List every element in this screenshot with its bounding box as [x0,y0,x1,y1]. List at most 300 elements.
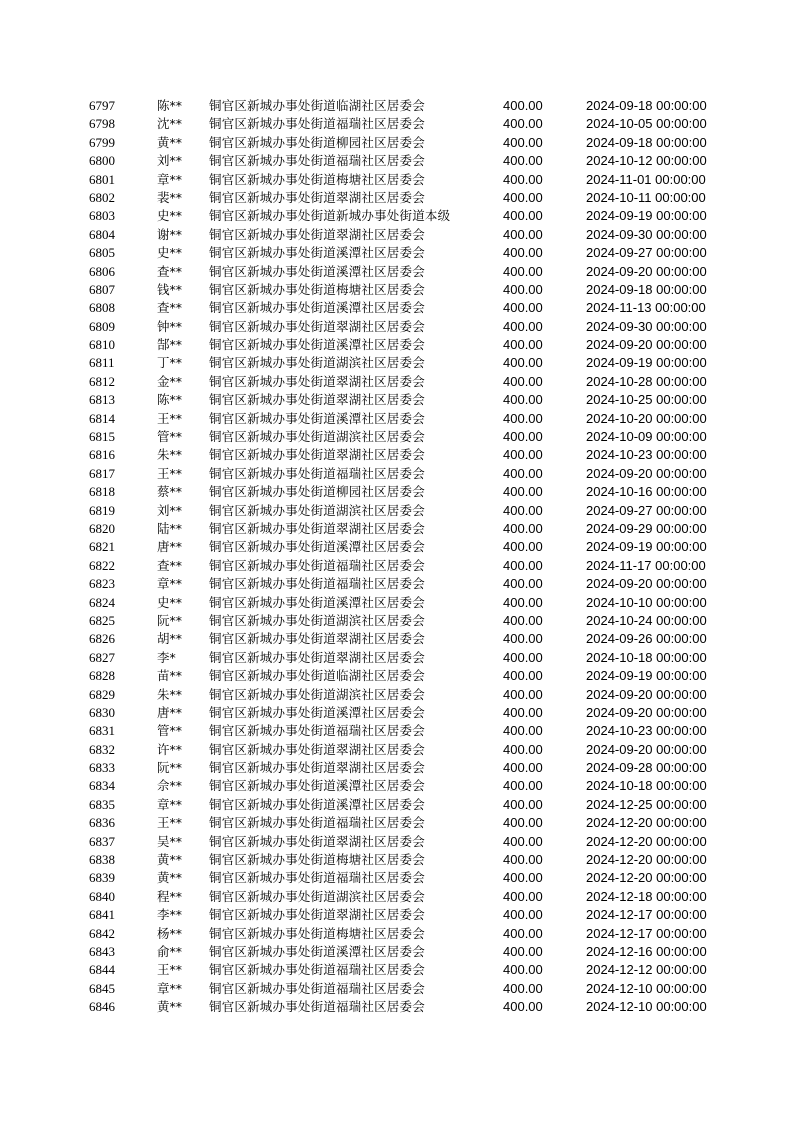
amount: 400.00 [503,318,543,334]
community-committee: 铜官区新城办事处街道福瑞社区居委会 [209,116,425,132]
table-row [0,134,793,152]
record-id: 6822 [89,557,115,573]
table-row [0,888,793,906]
table-row [0,814,793,832]
recipient-name: 金** [157,373,183,389]
recipient-name: 唐** [157,539,183,555]
amount: 400.00 [503,999,543,1015]
recipient-name: 钱** [157,281,183,297]
table-row [0,97,793,115]
recipient-name: 胡** [157,631,183,647]
amount: 400.00 [503,263,543,279]
recipient-name: 裴** [157,189,183,205]
recipient-name: 黄** [157,852,183,868]
amount: 400.00 [503,870,543,886]
amount: 400.00 [503,833,543,849]
payment-date: 2024-10-25 00:00:00 [586,392,707,408]
payment-date: 2024-09-20 00:00:00 [586,263,707,279]
amount: 400.00 [503,410,543,426]
amount: 400.00 [503,208,543,224]
community-committee: 铜官区新城办事处街道湖滨社区居委会 [209,502,425,518]
payment-date: 2024-10-11 00:00:00 [586,189,706,205]
community-committee: 铜官区新城办事处街道福瑞社区居委会 [209,980,425,996]
table-row [0,980,793,998]
amount: 400.00 [503,962,543,978]
amount: 400.00 [503,429,543,445]
payment-date: 2024-09-20 00:00:00 [586,741,707,757]
record-id: 6802 [89,189,115,205]
payment-date: 2024-10-20 00:00:00 [586,410,707,426]
table-row [0,171,793,189]
recipient-name: 蔡** [157,484,183,500]
payment-date: 2024-09-20 00:00:00 [586,465,707,481]
record-id: 6844 [89,962,115,978]
table-row [0,759,793,777]
recipient-name: 陈** [157,392,183,408]
recipient-name: 黄** [157,134,183,150]
record-id: 6826 [89,631,115,647]
payment-date: 2024-12-12 00:00:00 [586,962,707,978]
amount: 400.00 [503,226,543,242]
amount: 400.00 [503,925,543,941]
record-id: 6804 [89,226,115,242]
table-row [0,686,793,704]
record-id: 6819 [89,502,115,518]
recipient-name: 查** [157,263,183,279]
table-row [0,649,793,667]
payment-date: 2024-09-18 00:00:00 [586,281,707,297]
recipient-name: 钟** [157,318,183,334]
payment-date: 2024-09-18 00:00:00 [586,98,707,113]
amount: 400.00 [503,796,543,812]
payment-date: 2024-11-13 00:00:00 [586,300,706,316]
amount: 400.00 [503,153,543,169]
record-id: 6837 [89,833,115,849]
record-id: 6803 [89,208,115,224]
record-id: 6800 [89,153,115,169]
amount: 400.00 [503,484,543,500]
record-id: 6811 [89,355,115,371]
community-committee: 铜官区新城办事处街道梅塘社区居委会 [209,852,425,868]
record-id: 6835 [89,796,115,812]
recipient-name: 王** [157,815,183,831]
table-row [0,906,793,924]
record-id: 6840 [89,888,115,904]
recipient-name: 唐** [157,704,183,720]
table-row [0,741,793,759]
payment-date: 2024-10-09 00:00:00 [586,429,707,445]
payment-date: 2024-12-25 00:00:00 [586,796,707,812]
payment-date: 2024-10-28 00:00:00 [586,373,707,389]
record-id: 6825 [89,612,115,628]
record-id: 6824 [89,594,115,610]
table-row [0,189,793,207]
amount: 400.00 [503,888,543,904]
community-committee: 铜官区新城办事处街道翠湖社区居委会 [209,520,425,536]
community-committee: 铜官区新城办事处街道湖滨社区居委会 [209,612,425,628]
amount: 400.00 [503,741,543,757]
recipient-name: 黄** [157,870,183,886]
recipient-name: 管** [157,723,183,739]
amount: 400.00 [503,760,543,776]
community-committee: 铜官区新城办事处街道柳园社区居委会 [209,484,425,500]
table-row [0,557,793,575]
record-id: 6832 [89,741,115,757]
community-committee: 铜官区新城办事处街道湖滨社区居委会 [209,686,425,702]
community-committee: 铜官区新城办事处街道福瑞社区居委会 [209,576,425,592]
amount: 400.00 [503,520,543,536]
community-committee: 铜官区新城办事处街道翠湖社区居委会 [209,226,425,242]
record-id: 6806 [89,263,115,279]
record-id: 6827 [89,649,115,665]
amount: 400.00 [503,943,543,959]
table-row [0,428,793,446]
recipient-name: 陈** [157,98,183,113]
payment-date: 2024-12-16 00:00:00 [586,943,707,959]
community-committee: 铜官区新城办事处街道翠湖社区居委会 [209,447,425,463]
recipient-name: 丁** [157,355,183,371]
payment-date: 2024-10-23 00:00:00 [586,447,707,463]
recipient-name: 沈** [157,116,183,132]
payment-date: 2024-12-18 00:00:00 [586,888,707,904]
recipient-name: 陆** [157,520,183,536]
amount: 400.00 [503,134,543,150]
community-committee: 铜官区新城办事处街道溪潭社区居委会 [209,943,425,959]
recipient-name: 刘** [157,502,183,518]
recipient-name: 刘** [157,153,183,169]
recipient-name: 杨** [157,925,183,941]
community-committee: 铜官区新城办事处街道翠湖社区居委会 [209,741,425,757]
recipient-name: 章** [157,576,183,592]
payment-date: 2024-12-10 00:00:00 [586,980,707,996]
record-id: 6797 [89,98,115,113]
recipient-name: 王** [157,962,183,978]
payment-date: 2024-12-17 00:00:00 [586,925,707,941]
amount: 400.00 [503,649,543,665]
table-row [0,869,793,887]
community-committee: 铜官区新城办事处街道翠湖社区居委会 [209,373,425,389]
amount: 400.00 [503,668,543,684]
record-id: 6809 [89,318,115,334]
amount: 400.00 [503,723,543,739]
payment-date: 2024-10-18 00:00:00 [586,778,707,794]
record-id: 6817 [89,465,115,481]
table-row [0,244,793,262]
community-committee: 铜官区新城办事处街道翠湖社区居委会 [209,833,425,849]
payment-date: 2024-09-19 00:00:00 [586,208,707,224]
community-committee: 铜官区新城办事处街道翠湖社区居委会 [209,907,425,923]
table-row [0,925,793,943]
recipient-name: 史** [157,245,183,261]
amount: 400.00 [503,245,543,261]
record-id: 6813 [89,392,115,408]
table-row [0,575,793,593]
community-committee: 铜官区新城办事处街道溪潭社区居委会 [209,245,425,261]
record-id: 6801 [89,171,115,187]
table-row [0,667,793,685]
recipient-name: 管** [157,429,183,445]
table-row [0,465,793,483]
table-row [0,299,793,317]
record-id: 6823 [89,576,115,592]
payment-date: 2024-10-05 00:00:00 [586,116,707,132]
table-row [0,612,793,630]
amount: 400.00 [503,576,543,592]
table-row [0,483,793,501]
community-committee: 铜官区新城办事处街道梅塘社区居委会 [209,925,425,941]
recipient-name: 王** [157,465,183,481]
amount: 400.00 [503,594,543,610]
community-committee: 铜官区新城办事处街道溪潭社区居委会 [209,594,425,610]
payment-date: 2024-10-10 00:00:00 [586,594,707,610]
amount: 400.00 [503,852,543,868]
table-row [0,998,793,1016]
community-committee: 铜官区新城办事处街道福瑞社区居委会 [209,153,425,169]
recipient-name: 章** [157,796,183,812]
payment-date: 2024-10-24 00:00:00 [586,612,707,628]
table-row [0,226,793,244]
community-committee: 铜官区新城办事处街道翠湖社区居委会 [209,649,425,665]
community-committee: 铜官区新城办事处街道翠湖社区居委会 [209,760,425,776]
community-committee: 铜官区新城办事处街道福瑞社区居委会 [209,999,425,1015]
community-committee: 铜官区新城办事处街道溪潭社区居委会 [209,704,425,720]
recipient-name: 谢** [157,226,183,242]
payment-date: 2024-09-19 00:00:00 [586,355,707,371]
amount: 400.00 [503,189,543,205]
record-id: 6814 [89,410,115,426]
payment-date: 2024-09-26 00:00:00 [586,631,707,647]
recipient-name: 王** [157,410,183,426]
record-id: 6846 [89,999,115,1015]
record-id: 6831 [89,723,115,739]
table-row [0,336,793,354]
community-committee: 铜官区新城办事处街道溪潭社区居委会 [209,410,425,426]
amount: 400.00 [503,98,543,113]
record-id: 6833 [89,760,115,776]
table-row [0,777,793,795]
payment-date: 2024-09-29 00:00:00 [586,520,707,536]
amount: 400.00 [503,355,543,371]
amount: 400.00 [503,612,543,628]
payment-date: 2024-10-18 00:00:00 [586,649,707,665]
recipient-name: 阮** [157,612,183,628]
amount: 400.00 [503,392,543,408]
payment-date: 2024-10-12 00:00:00 [586,153,707,169]
community-committee: 铜官区新城办事处街道湖滨社区居委会 [209,888,425,904]
payment-date: 2024-10-23 00:00:00 [586,723,707,739]
recipient-name: 史** [157,208,183,224]
community-committee: 铜官区新城办事处街道湖滨社区居委会 [209,355,425,371]
table-row [0,152,793,170]
record-id: 6821 [89,539,115,555]
table-row [0,318,793,336]
record-id: 6799 [89,134,115,150]
recipient-name: 许** [157,741,183,757]
community-committee: 铜官区新城办事处街道溪潭社区居委会 [209,337,425,353]
record-id: 6818 [89,484,115,500]
payment-date: 2024-09-20 00:00:00 [586,704,707,720]
amount: 400.00 [503,300,543,316]
payment-date: 2024-11-17 00:00:00 [586,557,706,573]
table-row [0,410,793,428]
record-id: 6816 [89,447,115,463]
amount: 400.00 [503,281,543,297]
payment-date: 2024-12-20 00:00:00 [586,833,707,849]
community-committee: 铜官区新城办事处街道临湖社区居委会 [209,668,425,684]
recipient-name: 章** [157,171,183,187]
payment-date: 2024-12-10 00:00:00 [586,999,707,1015]
payment-date: 2024-09-28 00:00:00 [586,760,707,776]
community-committee: 铜官区新城办事处街道梅塘社区居委会 [209,281,425,297]
amount: 400.00 [503,373,543,389]
community-committee: 铜官区新城办事处街道新城办事处街道本级 [209,208,451,224]
payment-date: 2024-09-19 00:00:00 [586,539,707,555]
record-id: 6829 [89,686,115,702]
recipient-name: 苗** [157,668,183,684]
table-row [0,961,793,979]
record-id: 6808 [89,300,115,316]
amount: 400.00 [503,465,543,481]
recipient-name: 程** [157,888,183,904]
community-committee: 铜官区新城办事处街道溪潭社区居委会 [209,300,425,316]
record-id: 6815 [89,429,115,445]
amount: 400.00 [503,447,543,463]
recipient-name: 朱** [157,686,183,702]
community-committee: 铜官区新城办事处街道梅塘社区居委会 [209,171,425,187]
amount: 400.00 [503,704,543,720]
table-row [0,354,793,372]
table-row [0,502,793,520]
table-row [0,722,793,740]
table-row [0,833,793,851]
recipient-name: 李** [157,907,183,923]
payment-date: 2024-09-19 00:00:00 [586,668,707,684]
payment-date: 2024-09-27 00:00:00 [586,245,707,261]
recipient-name: 查** [157,557,183,573]
record-id: 6836 [89,815,115,831]
table-row [0,446,793,464]
payment-date: 2024-09-30 00:00:00 [586,226,707,242]
recipient-name: 朱** [157,447,183,463]
record-id: 6810 [89,337,115,353]
record-id: 6805 [89,245,115,261]
recipient-name: 查** [157,300,183,316]
recipient-name: 俞** [157,943,183,959]
community-committee: 铜官区新城办事处街道溪潭社区居委会 [209,778,425,794]
community-committee: 铜官区新城办事处街道福瑞社区居委会 [209,723,425,739]
community-committee: 铜官区新城办事处街道翠湖社区居委会 [209,189,425,205]
payment-date: 2024-09-20 00:00:00 [586,686,707,702]
community-committee: 铜官区新城办事处街道福瑞社区居委会 [209,870,425,886]
table-row [0,263,793,281]
table-row [0,594,793,612]
table-row [0,373,793,391]
table-row [0,538,793,556]
table-row [0,520,793,538]
amount: 400.00 [503,980,543,996]
amount: 400.00 [503,686,543,702]
recipient-name: 史** [157,594,183,610]
amount: 400.00 [503,539,543,555]
community-committee: 铜官区新城办事处街道福瑞社区居委会 [209,815,425,831]
payment-date: 2024-12-17 00:00:00 [586,907,707,923]
record-id: 6843 [89,943,115,959]
amount: 400.00 [503,557,543,573]
table-row [0,851,793,869]
table-row [0,796,793,814]
record-id: 6842 [89,925,115,941]
amount: 400.00 [503,907,543,923]
payment-date: 2024-12-20 00:00:00 [586,870,707,886]
table-row [0,391,793,409]
payment-date: 2024-09-20 00:00:00 [586,576,707,592]
recipient-name: 李* [157,649,176,665]
recipient-name: 阮** [157,760,183,776]
payment-date: 2024-12-20 00:00:00 [586,852,707,868]
recipient-name: 佘** [157,778,183,794]
table-row [0,943,793,961]
record-id: 6839 [89,870,115,886]
amount: 400.00 [503,778,543,794]
payment-date: 2024-09-18 00:00:00 [586,134,707,150]
record-id: 6830 [89,704,115,720]
payment-date: 2024-09-30 00:00:00 [586,318,707,334]
recipient-name: 黄** [157,999,183,1015]
community-committee: 铜官区新城办事处街道溪潭社区居委会 [209,796,425,812]
record-id: 6798 [89,116,115,132]
community-committee: 铜官区新城办事处街道福瑞社区居委会 [209,465,425,481]
record-id: 6828 [89,668,115,684]
table-row [0,704,793,722]
payment-date: 2024-11-01 00:00:00 [586,171,706,187]
community-committee: 铜官区新城办事处街道溪潭社区居委会 [209,263,425,279]
recipient-name: 章** [157,980,183,996]
community-committee: 铜官区新城办事处街道临湖社区居委会 [209,98,425,113]
amount: 400.00 [503,815,543,831]
record-id: 6812 [89,373,115,389]
payment-date: 2024-12-20 00:00:00 [586,815,707,831]
amount: 400.00 [503,337,543,353]
community-committee: 铜官区新城办事处街道福瑞社区居委会 [209,557,425,573]
payment-date: 2024-09-20 00:00:00 [586,337,707,353]
record-id: 6838 [89,852,115,868]
amount: 400.00 [503,502,543,518]
table-row [0,281,793,299]
community-committee: 铜官区新城办事处街道福瑞社区居委会 [209,962,425,978]
community-committee: 铜官区新城办事处街道柳园社区居委会 [209,134,425,150]
payment-date: 2024-09-27 00:00:00 [586,502,707,518]
amount: 400.00 [503,171,543,187]
record-id: 6820 [89,520,115,536]
community-committee: 铜官区新城办事处街道翠湖社区居委会 [209,392,425,408]
record-table [0,97,793,1017]
community-committee: 铜官区新城办事处街道翠湖社区居委会 [209,631,425,647]
recipient-name: 吴** [157,833,183,849]
record-id: 6841 [89,907,115,923]
community-committee: 铜官区新城办事处街道翠湖社区居委会 [209,318,425,334]
record-id: 6807 [89,281,115,297]
community-committee: 铜官区新城办事处街道溪潭社区居委会 [209,539,425,555]
table-row [0,207,793,225]
table-row [0,115,793,133]
payment-date: 2024-10-16 00:00:00 [586,484,707,500]
record-id: 6845 [89,980,115,996]
table-row [0,630,793,648]
record-id: 6834 [89,778,115,794]
recipient-name: 郜** [157,337,183,353]
amount: 400.00 [503,116,543,132]
amount: 400.00 [503,631,543,647]
